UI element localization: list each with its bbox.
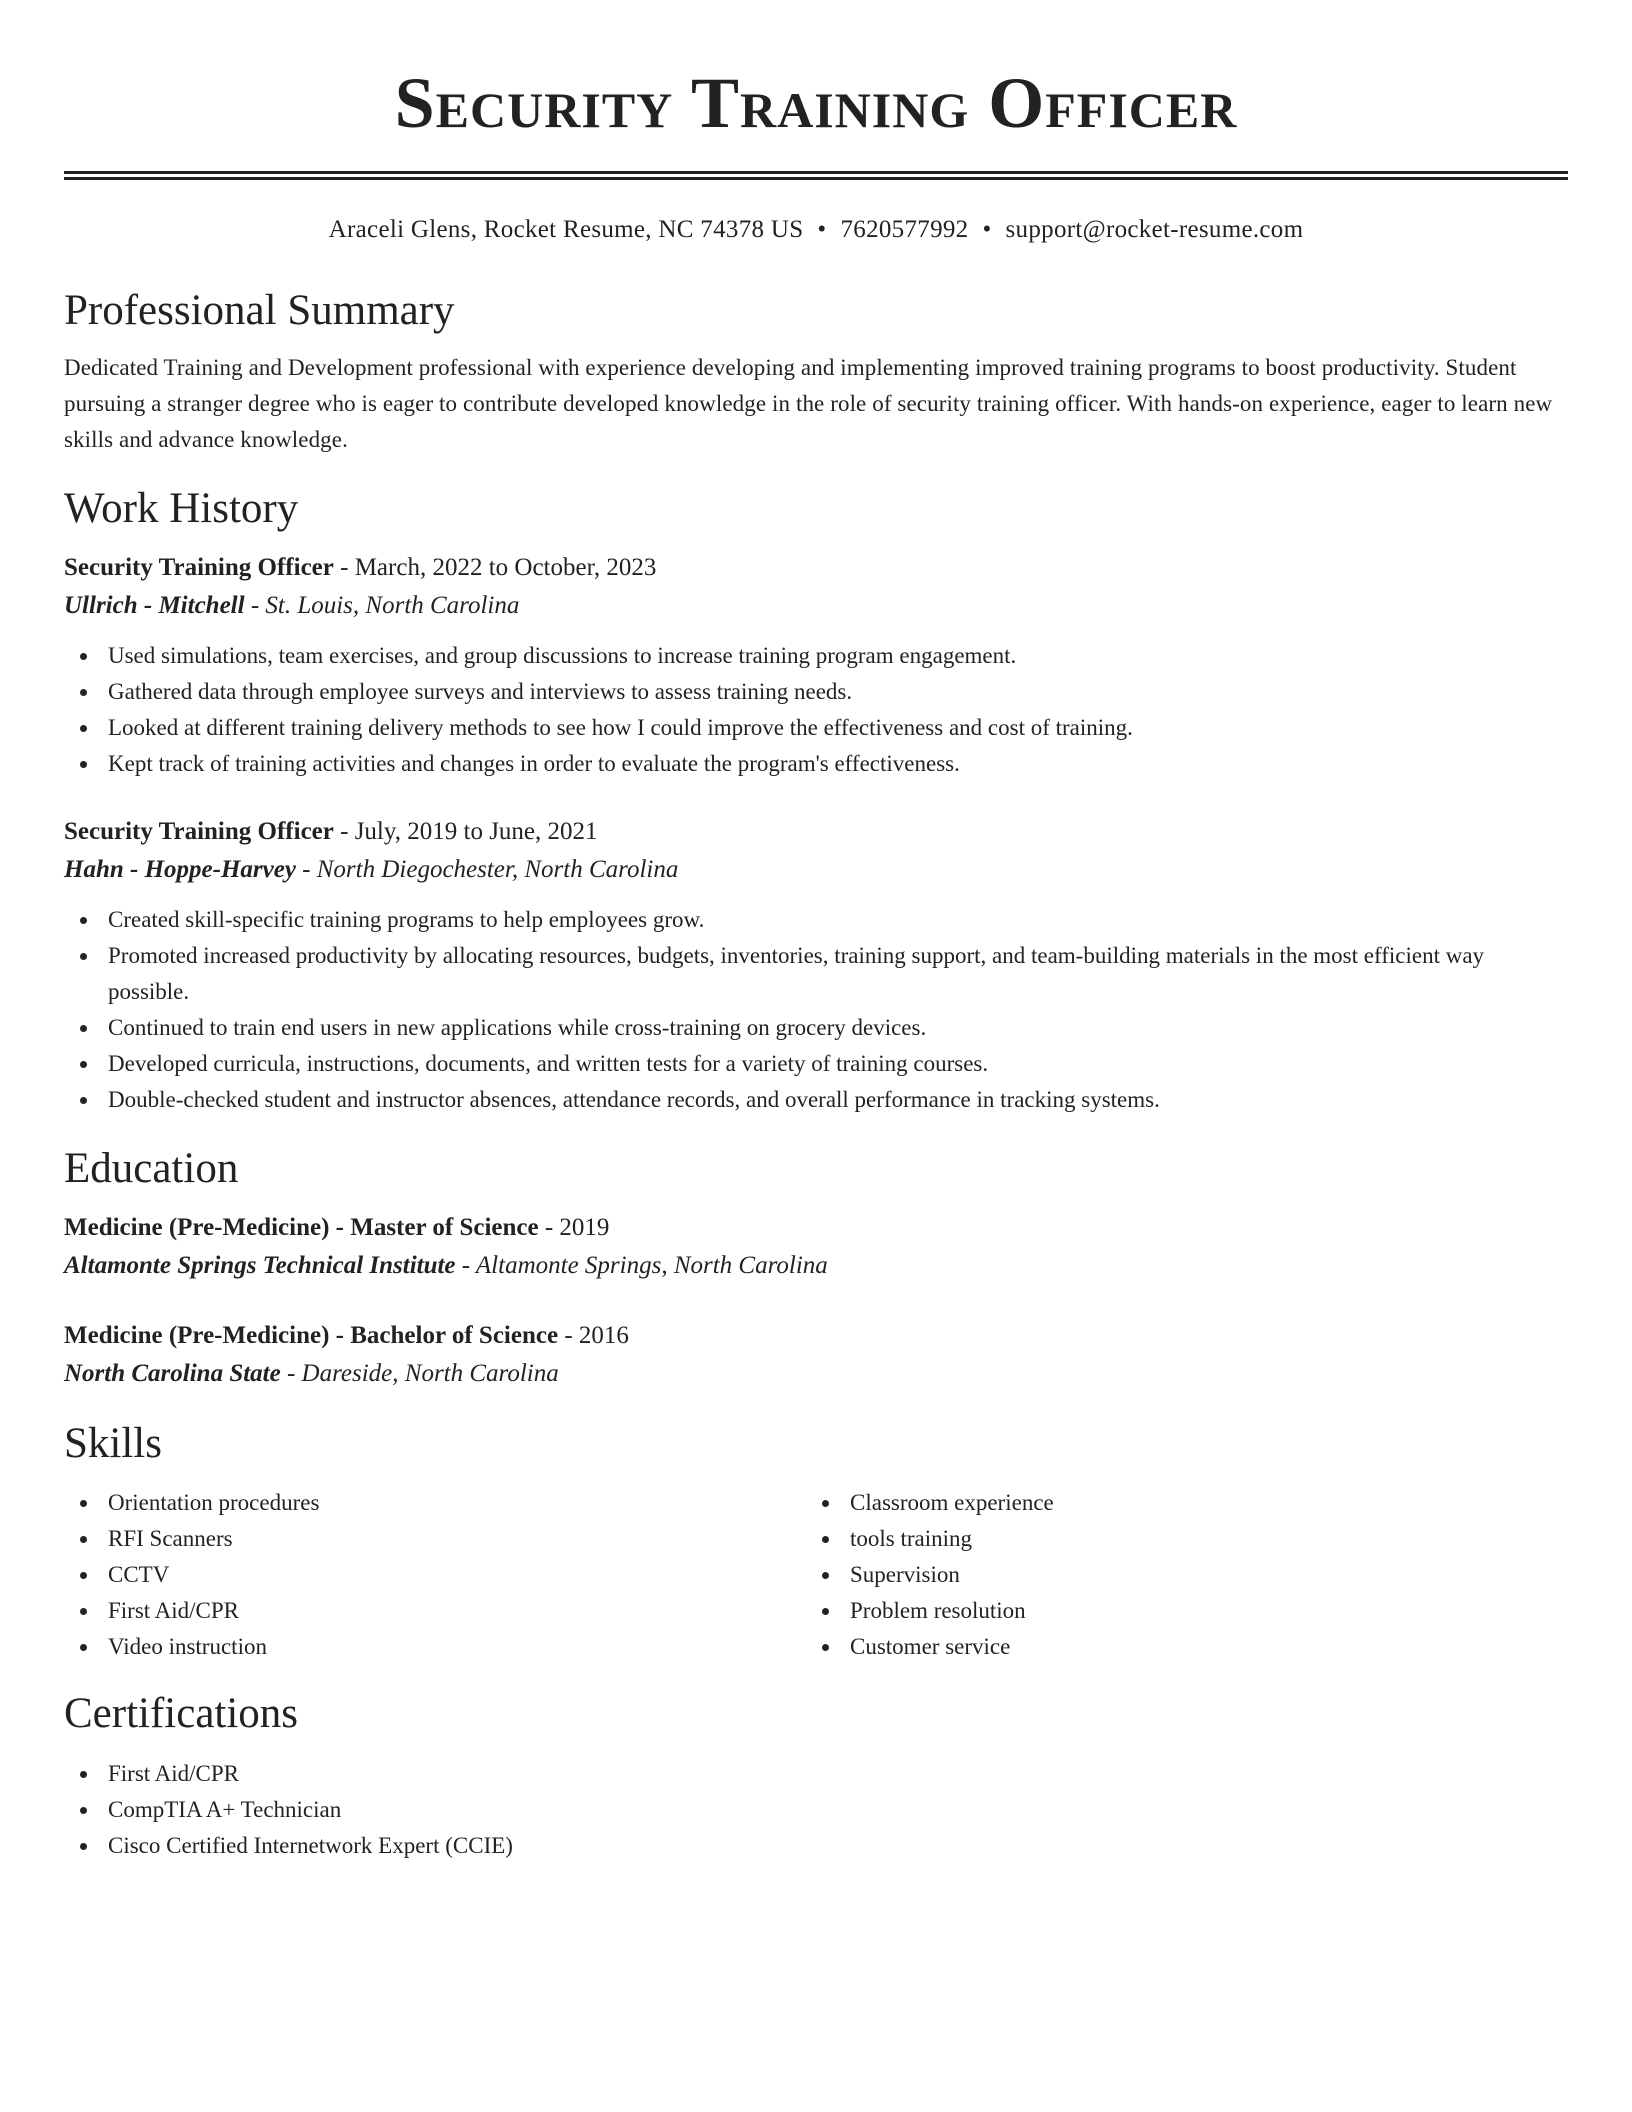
school-name: North Carolina State: [64, 1360, 281, 1387]
skills-column-left: [64, 1485, 806, 1665]
skill-item: Orientation procedures: [64, 1485, 806, 1521]
list-item: Used simulations, team exercises, and group discussions to increase training program engagement.: [64, 638, 1568, 674]
list-item: Developed curricula, instructions, documents, and written tests for a variety of training courses.: [64, 1046, 1568, 1082]
skills-list: [64, 1485, 806, 1665]
education-entry: [64, 1317, 1568, 1393]
list-item: Double-checked student and instructor absences, attendance records, and overall performance in tracking systems.: [64, 1082, 1568, 1118]
skill-item: Customer service: [806, 1629, 1548, 1665]
certification-item: Cisco Certified Internetwork Expert (CCIE): [64, 1828, 1568, 1864]
job-title: Security Training Officer: [64, 554, 334, 581]
summary-heading: Professional Summary: [64, 287, 455, 334]
employer-location: - North Diegochester, North Carolina: [295, 856, 679, 883]
certification-item: First Aid/CPR: [64, 1756, 1568, 1792]
education-entry: [64, 1209, 1568, 1285]
degree-year: - 2016: [558, 1322, 629, 1349]
resume-title: Security Training Officer: [394, 63, 1238, 143]
skills-column-right: [806, 1485, 1548, 1665]
skill-item: tools training: [806, 1521, 1548, 1557]
school-name: Altamonte Springs Technical Institute: [64, 1252, 456, 1279]
school-line: [64, 1247, 1568, 1285]
summary-text: Dedicated Training and Development professional with experience developing and implementing improved training programs to boost productivity. Student pursuing a stranger degree who is eager to contribute developed knowledge in the role of security training officer. With hands-on experience, eager to learn new skills and advance knowledge.: [64, 355, 1553, 452]
employer-line: [64, 851, 1568, 889]
job-duties-list: [64, 902, 1568, 1118]
degree-line: [64, 1317, 1568, 1355]
skill-item: Classroom experience: [806, 1485, 1548, 1521]
degree-line: [64, 1209, 1568, 1247]
school-location: - Altamonte Springs, North Carolina: [455, 1252, 828, 1279]
education-heading: Education: [64, 1145, 239, 1192]
job-dates: - July, 2019 to June, 2021: [333, 818, 598, 845]
list-item: Continued to train end users in new applications while cross-training on grocery devices.: [64, 1010, 1568, 1046]
bullet-separator: •: [817, 216, 827, 243]
employer-name: Ullrich - Mitchell: [64, 592, 245, 619]
list-item: Gathered data through employee surveys and interviews to assess training needs.: [64, 674, 1568, 710]
degree-name: Medicine (Pre-Medicine) - Bachelor of Science: [64, 1322, 559, 1349]
list-item: Promoted increased productivity by allocating resources, budgets, inventories, training support, and team-building materials in the most efficient way possible.: [64, 938, 1568, 1010]
work-history-heading: Work History: [64, 485, 299, 532]
employer-location: - St. Louis, North Carolina: [244, 592, 520, 619]
degree-name: Medicine (Pre-Medicine) - Master of Science: [64, 1214, 539, 1241]
list-item: Created skill-specific training programs to help employees grow.: [64, 902, 1568, 938]
certification-item: CompTIA A+ Technician: [64, 1792, 1568, 1828]
skill-item: Problem resolution: [806, 1593, 1548, 1629]
list-item: Looked at different training delivery methods to see how I could improve the effectiveness and cost of training.: [64, 710, 1568, 746]
skill-item: Supervision: [806, 1557, 1548, 1593]
school-line: [64, 1355, 1568, 1393]
job-title: Security Training Officer: [64, 818, 334, 845]
contact-address: Araceli Glens, Rocket Resume, NC 74378 US: [328, 216, 804, 243]
employer-line: [64, 587, 1568, 625]
job-duties-list: [64, 638, 1568, 782]
job-title-line: [64, 549, 1568, 587]
bullet-separator: •: [982, 216, 992, 243]
skills-list: [806, 1485, 1548, 1665]
skill-item: RFI Scanners: [64, 1521, 806, 1557]
title-divider: [64, 171, 1568, 180]
job-title-line: [64, 813, 1568, 851]
job-dates: - March, 2022 to October, 2023: [333, 554, 657, 581]
skill-item: Video instruction: [64, 1629, 806, 1665]
list-item: Kept track of training activities and changes in order to evaluate the program's effectiveness.: [64, 746, 1568, 782]
skills-grid: [64, 1485, 1568, 1665]
certifications-heading: Certifications: [64, 1690, 299, 1737]
contact-email: support@rocket-resume.com: [1005, 216, 1304, 243]
degree-year: - 2019: [538, 1214, 610, 1241]
certifications-list: [64, 1756, 1568, 1864]
skill-item: First Aid/CPR: [64, 1593, 806, 1629]
job-entry: [64, 813, 1568, 1118]
skill-item: CCTV: [64, 1557, 806, 1593]
job-entry: [64, 549, 1568, 782]
school-location: - Dareside, North Carolina: [280, 1360, 559, 1387]
contact-phone: 7620577992: [840, 216, 969, 243]
skills-heading: Skills: [64, 1420, 162, 1467]
employer-name: Hahn - Hoppe-Harvey: [64, 856, 296, 883]
contact-info: [64, 213, 1568, 247]
